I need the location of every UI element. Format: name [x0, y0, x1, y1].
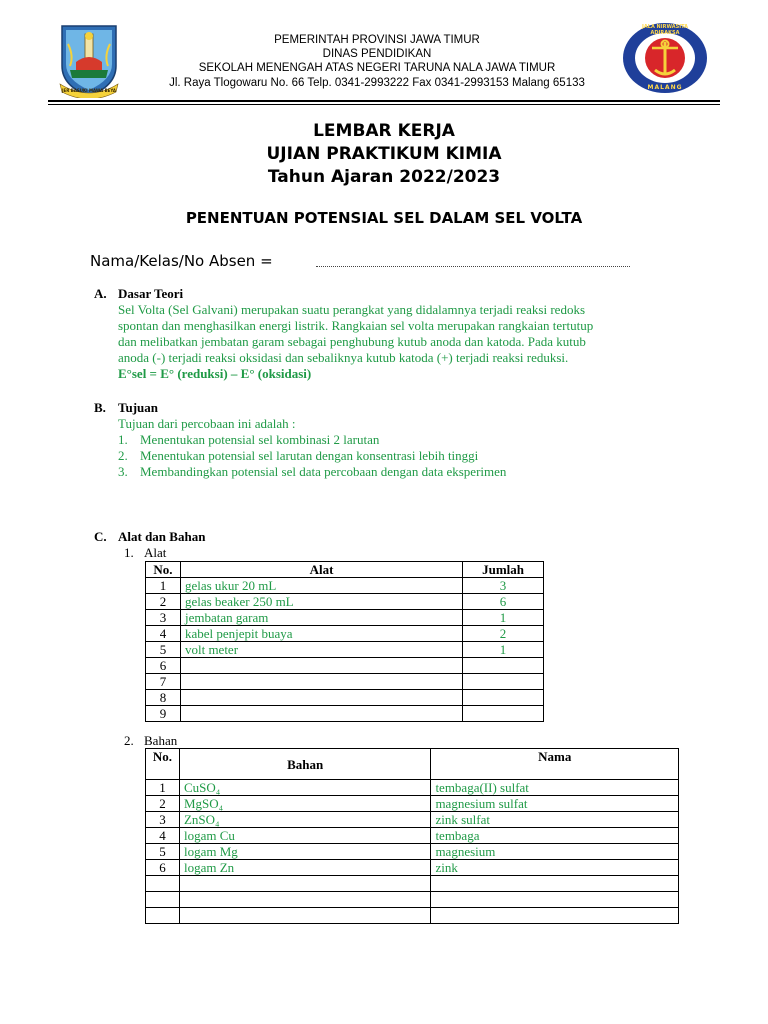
- cell-no: 9: [146, 706, 181, 722]
- table-row: [146, 626, 544, 642]
- table-row: [146, 690, 544, 706]
- cell-no: 1: [146, 780, 180, 796]
- doc-subtitle: PENENTUAN POTENSIAL SEL DALAM SEL VOLTA: [185, 209, 583, 227]
- bahan-subheading: [124, 733, 177, 749]
- cell-bahan[interactable]: [179, 908, 430, 924]
- cell-bahan: logam Cu: [179, 828, 430, 844]
- cell-nama: tembaga: [431, 828, 679, 844]
- identity-fill-line[interactable]: [316, 266, 630, 267]
- cell-no[interactable]: [146, 892, 180, 908]
- cell-nama[interactable]: [431, 892, 679, 908]
- cell-jumlah: 1: [463, 642, 544, 658]
- school-logo: [620, 20, 710, 96]
- cell-no: 1: [146, 578, 181, 594]
- cell-alat: gelas ukur 20 mL: [180, 578, 462, 594]
- cell-no: 6: [146, 658, 181, 674]
- cell-no[interactable]: [146, 908, 180, 924]
- list-text: Membandingkan potensial sel data percobaan dengan data eksperimen: [140, 464, 507, 479]
- section-b-letter: B.: [94, 400, 106, 415]
- bahan-number: 2.: [124, 733, 134, 748]
- cell-jumlah[interactable]: [463, 658, 544, 674]
- col-header-bahan: Bahan: [179, 749, 430, 780]
- cell-alat[interactable]: [180, 690, 462, 706]
- identity-label: Nama/Kelas/No Absen =: [90, 252, 273, 270]
- cell-no: 7: [146, 674, 181, 690]
- school-logo-city: MALANG: [647, 84, 683, 91]
- header-school: SEKOLAH MENENGAH ATAS NEGERI TARUNA NALA JAWA TIMUR: [198, 62, 556, 74]
- cell-nama: zink: [431, 860, 679, 876]
- section-b-item-1: [118, 432, 379, 448]
- alat-subheading: [124, 545, 166, 561]
- cell-bahan: logam Mg: [179, 844, 430, 860]
- col-header-no: No.: [146, 749, 180, 780]
- cell-nama: zink sulfat: [431, 812, 679, 828]
- header-rule-thick: [48, 100, 720, 102]
- cell-bahan[interactable]: [179, 892, 430, 908]
- header-address: Jl. Raya Tlogowaru No. 66 Telp. 0341-2993222 Fax 0341-2993153 Malang 65133: [169, 77, 585, 89]
- table-row: [146, 578, 544, 594]
- header-department: DINAS PENDIDIKAN: [322, 48, 432, 60]
- bahan-label: Bahan: [144, 733, 178, 748]
- cell-no: 4: [146, 626, 181, 642]
- doc-school-year: Tahun Ajaran 2022/2023: [267, 167, 501, 187]
- header-rule-thin: [48, 104, 720, 105]
- cell-bahan: MgSO₄: [179, 796, 430, 812]
- doc-title: LEMBAR KERJA: [313, 121, 455, 141]
- province-logo-motto: JER BASUKI MAWA BEYA: [62, 88, 116, 93]
- alat-number: 1.: [124, 545, 134, 560]
- table-row: [146, 706, 544, 722]
- section-b-title: Tujuan: [118, 400, 158, 415]
- col-header-alat: Alat: [180, 562, 462, 578]
- section-c-title: Alat dan Bahan: [118, 529, 206, 544]
- cell-nama[interactable]: [431, 908, 679, 924]
- cell-alat[interactable]: [180, 674, 462, 690]
- section-a-line-2: spontan dan menghasilkan energi listrik. Rangkaian sel volta merupakan rangkaian tertutup: [118, 318, 594, 333]
- doc-exam-name: UJIAN PRAKTIKUM KIMIA: [266, 144, 502, 164]
- section-a-line-3: dan melibatkan jembatan garam sebagai penghubung kutub anoda dan katoda. Pada kutub: [118, 334, 586, 349]
- cell-alat: gelas beaker 250 mL: [180, 594, 462, 610]
- table-row: [146, 876, 679, 892]
- cell-jumlah: 3: [463, 578, 544, 594]
- cell-alat: kabel penjepit buaya: [180, 626, 462, 642]
- col-header-no: No.: [146, 562, 181, 578]
- table-row: [146, 658, 544, 674]
- alat-label: Alat: [144, 545, 167, 560]
- section-a-letter: A.: [94, 286, 107, 301]
- cell-bahan: logam Zn: [179, 860, 430, 876]
- table-row: [146, 610, 544, 626]
- cell-no: 6: [146, 860, 180, 876]
- cell-jumlah[interactable]: [463, 674, 544, 690]
- list-number: 2.: [118, 448, 128, 463]
- cell-jumlah[interactable]: [463, 690, 544, 706]
- table-row: [146, 844, 679, 860]
- bahan-table-header: [146, 749, 679, 780]
- section-b-heading: [94, 400, 158, 416]
- table-row: [146, 860, 679, 876]
- table-row: [146, 642, 544, 658]
- cell-bahan[interactable]: [179, 876, 430, 892]
- list-text: Menentukan potensial sel kombinasi 2 larutan: [140, 432, 380, 447]
- section-a-title: Dasar Teori: [118, 286, 184, 301]
- cell-nama[interactable]: [431, 876, 679, 892]
- alat-table-header: [146, 562, 544, 578]
- school-logo-text: JALA NIRWASITA ADIRAKSA: [642, 24, 688, 36]
- cell-nama: magnesium sulfat: [431, 796, 679, 812]
- table-row: [146, 908, 679, 924]
- cell-nama: magnesium: [431, 844, 679, 860]
- section-a-heading: [94, 286, 183, 302]
- cell-no: 2: [146, 796, 180, 812]
- cell-no: 2: [146, 594, 181, 610]
- cell-no: 5: [146, 642, 181, 658]
- cell-nama: tembaga(II) sulfat: [431, 780, 679, 796]
- cell-alat[interactable]: [180, 658, 462, 674]
- table-row: [146, 594, 544, 610]
- cell-no[interactable]: [146, 876, 180, 892]
- cell-jumlah[interactable]: [463, 706, 544, 722]
- cell-jumlah: 2: [463, 626, 544, 642]
- col-header-jumlah: Jumlah: [463, 562, 544, 578]
- cell-no: 5: [146, 844, 180, 860]
- list-text: Menentukan potensial sel larutan dengan konsentrasi lebih tinggi: [140, 448, 479, 463]
- cell-no: 8: [146, 690, 181, 706]
- section-b-item-2: [118, 448, 478, 464]
- section-a-line-4: anoda (-) terjadi reaksi oksidasi dan sebaliknya kutub katoda (+) terjadi reaksi reduksi.: [118, 350, 569, 365]
- section-b-item-3: [118, 464, 506, 480]
- cell-alat[interactable]: [180, 706, 462, 722]
- section-b-intro: Tujuan dari percobaan ini adalah :: [118, 416, 296, 431]
- list-number: 1.: [118, 432, 128, 447]
- table-row: [146, 812, 679, 828]
- section-a-formula: E°sel = E° (reduksi) – E° (oksidasi): [118, 366, 312, 381]
- table-row: [146, 828, 679, 844]
- col-header-nama: Nama: [431, 749, 679, 780]
- cell-jumlah: 1: [463, 610, 544, 626]
- cell-bahan: ZnSO₄: [179, 812, 430, 828]
- cell-bahan: CuSO₄: [179, 780, 430, 796]
- section-c-letter: C.: [94, 529, 107, 544]
- cell-alat: volt meter: [180, 642, 462, 658]
- list-number: 3.: [118, 464, 128, 479]
- province-logo: [56, 22, 122, 98]
- table-row: [146, 780, 679, 796]
- bahan-table: [145, 748, 679, 924]
- header-government: PEMERINTAH PROVINSI JAWA TIMUR: [274, 34, 480, 46]
- section-a-line-1: Sel Volta (Sel Galvani) merupakan suatu perangkat yang didalamnya terjadi reaksi redoks: [118, 302, 586, 317]
- cell-no: 3: [146, 610, 181, 626]
- cell-no: 3: [146, 812, 180, 828]
- cell-no: 4: [146, 828, 180, 844]
- alat-table: [145, 561, 544, 722]
- cell-alat: jembatan garam: [180, 610, 462, 626]
- cell-jumlah: 6: [463, 594, 544, 610]
- table-row: [146, 892, 679, 908]
- section-c-heading: [94, 529, 205, 545]
- table-row: [146, 796, 679, 812]
- table-row: [146, 674, 544, 690]
